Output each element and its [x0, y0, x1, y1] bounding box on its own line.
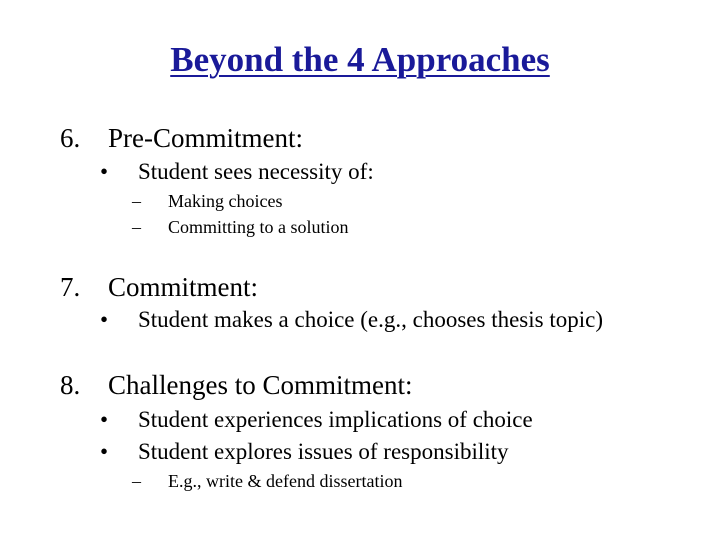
bullet-text: Student explores issues of responsibility — [138, 439, 509, 464]
slide-title: Beyond the 4 Approaches — [170, 40, 550, 79]
item-number: 8. — [60, 370, 81, 400]
subitem-marker: – — [132, 217, 141, 237]
bullet-marker: • — [100, 407, 109, 432]
subitem-text: Making choices — [168, 191, 283, 211]
item-number: 7. — [60, 272, 81, 302]
bullet-text: Student experiences implications of choice — [138, 407, 533, 432]
item-heading: Challenges to Commitment: — [108, 370, 413, 400]
subitem-marker: – — [132, 191, 141, 211]
item-number: 6. — [60, 123, 81, 153]
bullet-marker: • — [100, 307, 109, 332]
bullet-marker: • — [100, 439, 109, 464]
bullet-marker: • — [100, 159, 109, 184]
item-heading: Commitment: — [108, 272, 259, 302]
subitem-text: E.g., write & defend dissertation — [168, 471, 403, 491]
bullet-text: Student sees necessity of: — [138, 159, 374, 184]
bullet-text: Student makes a choice (e.g., chooses thesis topic) — [138, 307, 603, 332]
subitem-text: Committing to a solution — [168, 217, 349, 237]
subitem-marker: – — [132, 471, 141, 491]
item-heading: Pre-Commitment: — [108, 123, 303, 153]
